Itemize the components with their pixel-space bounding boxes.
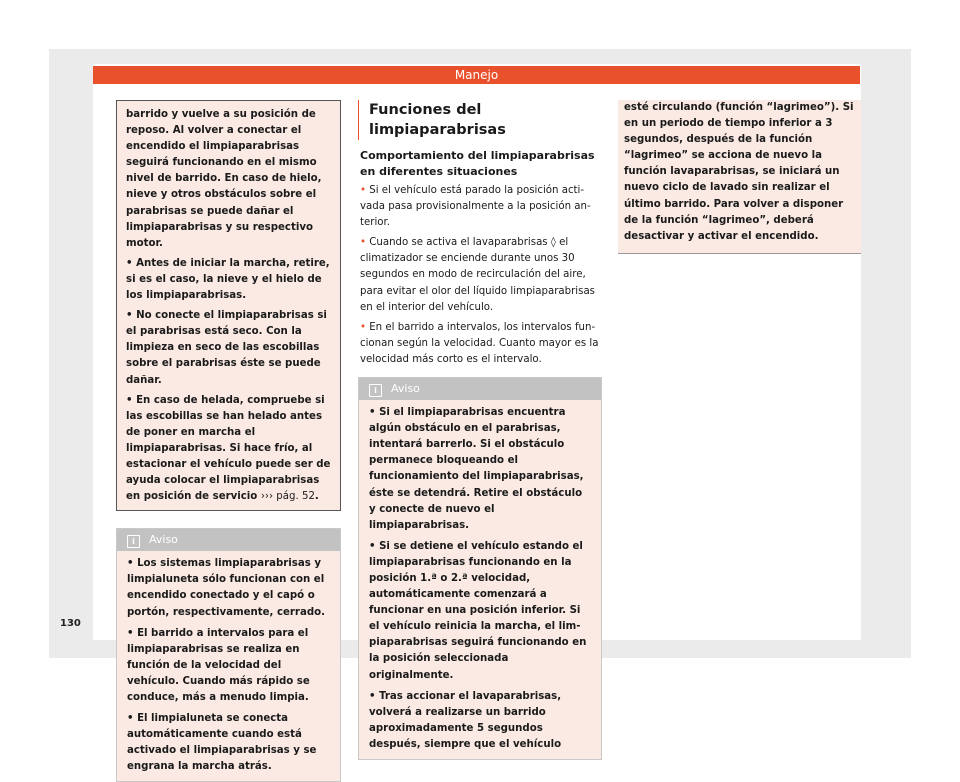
note-item: • El limpialuneta se conecta automáticamente cuando está activado el limpiaparabrisas y se engrana la marcha atrás. bbox=[127, 713, 317, 773]
note-item: • Si el limpiaparabrisas encuentra algún obstáculo en el parabrisas, intentará barrerlo. Si el obstáculo permanece bloqueando el funcionamiento del limpiaparabrisas, éste se detendrá. Retire el obstáculo y conecte de nuevo el limpiaparabrisas. bbox=[369, 407, 584, 531]
info-icon: i bbox=[127, 535, 140, 548]
bullet-icon: • bbox=[126, 310, 137, 322]
note-item: • El barrido a intervalos para el limpiaparabrisas se realiza en función de la velocidad del vehículo. Cuando más rápido se conduce, más a menudo limpia. bbox=[127, 627, 310, 703]
note-continuation-box bbox=[618, 100, 861, 254]
bullet-icon: • bbox=[369, 407, 380, 419]
box-bullet: • No conecte el limpiaparabrisas si el parabrisas está seco. Con la limpieza en seco de las escobillas sobre el parabrisas éste se puede dañar. bbox=[126, 310, 327, 386]
warning-continuation-box bbox=[116, 100, 341, 511]
list-item: • Cuando se activa el lavaparabrisas ◊ el climatizador se enciende durante unos 30 segundos en modo de recirculación del aire, para evitar el olor del líquido limpiaparabrisas en el interior del vehículo. bbox=[360, 237, 595, 313]
note-box bbox=[358, 377, 602, 760]
page-reference-link[interactable]: ››› pág. 52 bbox=[260, 491, 315, 503]
bullet-icon: • bbox=[360, 321, 370, 333]
left-column bbox=[116, 100, 341, 782]
chapter-header: Manejo bbox=[93, 66, 860, 84]
subsection-title: Comportamiento del limpiaparabrisas en diferentes situaciones bbox=[360, 149, 595, 178]
note-body bbox=[359, 400, 601, 759]
note-item: • Tras accionar el lavaparabrisas, volverá a realizarse un barrido aproximadamente 5 segundos después, siempre que el vehículo bbox=[369, 690, 562, 750]
right-column bbox=[618, 100, 861, 254]
washer-icon: ◊ bbox=[550, 237, 556, 249]
bullet-icon: • bbox=[127, 558, 138, 570]
middle-column bbox=[358, 100, 602, 760]
info-icon: i bbox=[369, 384, 382, 397]
box-paragraph: barrido y vuelve a su posición de reposo. Al volver a conectar el encendido el limpiaparabrisas seguirá funcionando en el mismo nivel de barrido. En caso de hielo, nieve y otros obstáculos sobre el parabrisas se puede dañar el limpiaparabrisas y su respectivo motor. bbox=[126, 109, 322, 249]
note-header: i Aviso bbox=[117, 529, 340, 551]
box-paragraph: esté circulando (función “lagrimeo”). Si en un periodo de tiempo inferior a 3 segundos, después de la función “lagrimeo” se acciona de nuevo la función lavaparabrisas, se iniciará un nuevo ciclo de lavado sin realizar el último barrido. Para volver a disponer de la función “lagrimeo”, deberá desactivar y activar el encendido. bbox=[624, 102, 854, 242]
bullet-icon: • bbox=[360, 237, 370, 249]
list-item: • En el barrido a intervalos, los intervalos funcionan según la velocidad. Cuanto mayor es la velocidad más corto es el intervalo. bbox=[360, 321, 599, 365]
bullet-icon: • bbox=[369, 540, 380, 552]
note-item: • Los sistemas limpiaparabrisas y limpialuneta sólo funcionan con el encendido conectado y el capó o portón, respectivamente, cerrado. bbox=[127, 558, 325, 618]
note-item: • Si se detiene el vehículo estando el limpiaparabrisas funcionando en la posición 1.ª o 2.ª velocidad, automáticamente comenzará a funcionar en una posición inferior. Si el vehículo reinicia la marcha, el limpiaparabrisas seguirá funcionando en la posición seleccionada originalmente. bbox=[369, 540, 587, 681]
box-bullet: • Antes de iniciar la marcha, retire, si es el caso, la nieve y el hielo de los limpiaparabrisas. bbox=[126, 257, 330, 302]
list-item: • Si el vehículo está parado la posición activada pasa provisionalmente a la posición anterior. bbox=[360, 185, 591, 229]
bullet-icon: • bbox=[126, 257, 137, 269]
section-body bbox=[358, 148, 602, 368]
note-header: i Aviso bbox=[359, 378, 601, 400]
bullet-icon: • bbox=[127, 627, 138, 639]
box-bullet: • En caso de helada, compruebe si las escobillas se han helado antes de poner en marcha el limpiaparabrisas. Si hace frío, al estacionar el vehículo puede ser de ayuda colocar el limpiaparabrisas en posición de servicio ››› pág. 52. bbox=[126, 394, 331, 503]
bullet-icon: • bbox=[360, 185, 370, 196]
note-body bbox=[117, 551, 340, 781]
note-box bbox=[116, 528, 341, 782]
page-number: 130 bbox=[60, 618, 81, 629]
section-title: Funciones del limpiaparabrisas bbox=[358, 100, 602, 140]
bullet-icon: • bbox=[126, 394, 137, 406]
bullet-icon: • bbox=[369, 690, 380, 702]
bullet-icon: • bbox=[127, 713, 138, 725]
